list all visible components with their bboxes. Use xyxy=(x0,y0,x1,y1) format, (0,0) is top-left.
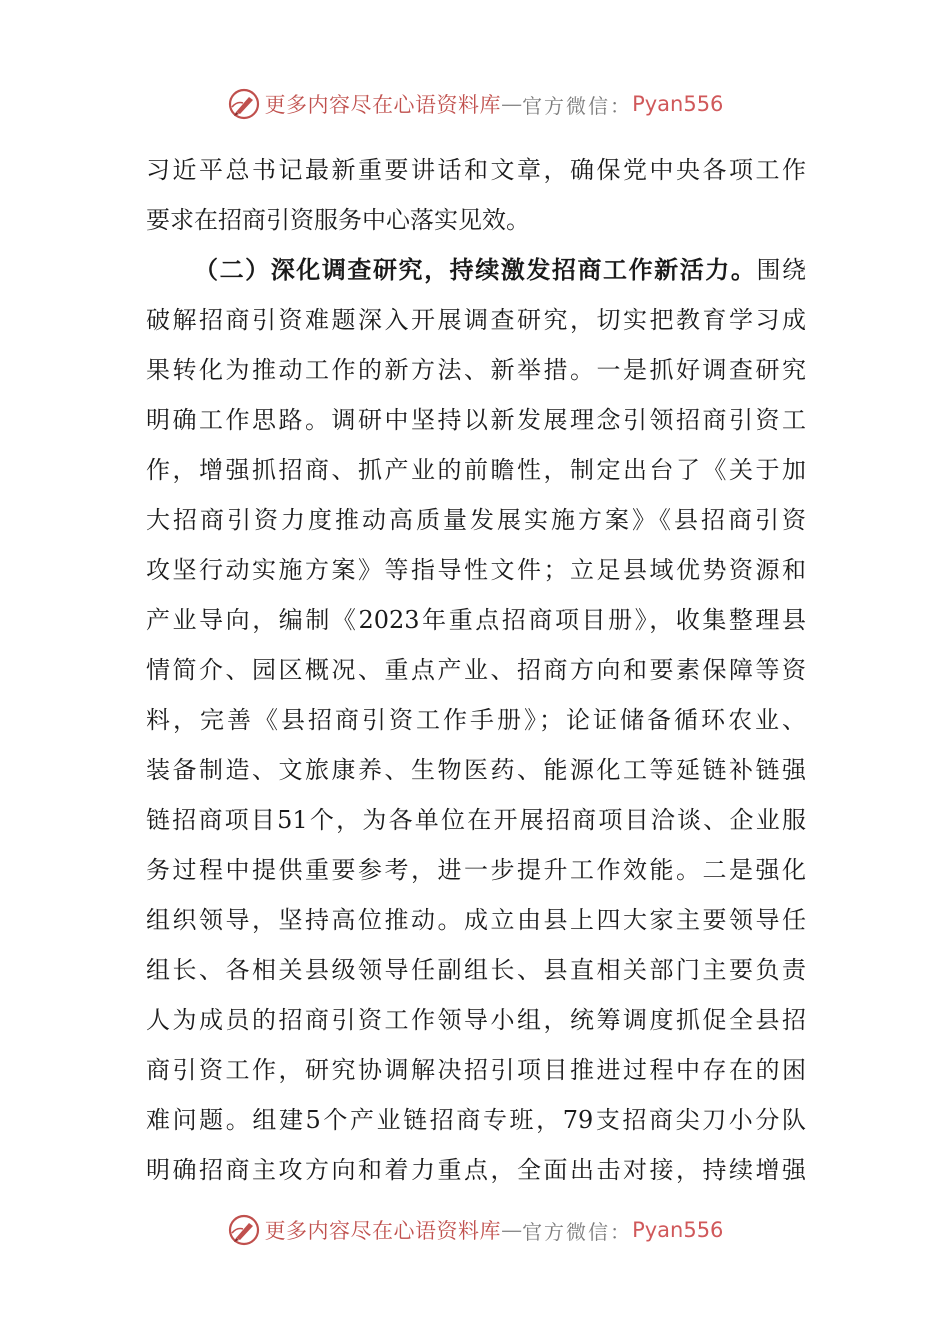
body-text xyxy=(146,145,806,1195)
text-line: 明确招商主攻方向和着力重点，全面出击对接，持续增强 xyxy=(146,1156,806,1184)
text-line: 链招商项目51个，为各单位在开展招商项目洽谈、企业服 xyxy=(146,806,806,834)
text-line: 料，完善《县招商引资工作手册》；论证储备循环农业、 xyxy=(146,706,806,734)
text-line: 明确工作思路。调研中坚持以新发展理念引领招商引资工 xyxy=(146,406,806,434)
text-line: 作，增强抓招商、抓产业的前瞻性，制定出台了《关于加 xyxy=(146,456,806,484)
text-line: 商引资工作，研究协调解决招引项目推进过程中存在的困 xyxy=(146,1056,806,1084)
text-line: 组长、各相关县级领导任副组长、县直相关部门主要负责 xyxy=(146,956,806,984)
pen-logo-icon xyxy=(227,1213,261,1247)
text-line: 组织领导，坚持高位推动。成立由县上四大家主要领导任 xyxy=(146,906,806,934)
text-line: 习近平总书记最新重要讲话和文章，确保党中央各项工作 xyxy=(146,156,806,184)
text-line: 情简介、园区概况、重点产业、招商方向和要素保障等资 xyxy=(146,656,806,684)
text-line: 务过程中提供重要参考，进一步提升工作效能。二是强化 xyxy=(146,856,806,884)
banner-title: 更多内容尽在心语资料库 xyxy=(264,93,502,117)
banner-wechat-label: 官方微信： xyxy=(522,93,633,118)
section-heading: （二）深化调查研究，持续激发招商工作新活力。 xyxy=(194,255,757,284)
text-line: 要求在招商引资服务中心落实见效。 xyxy=(146,206,530,234)
banner-wechat-label: 官方微信： xyxy=(522,1219,633,1244)
banner-wechat-id: Pyan556 xyxy=(632,92,724,116)
text-line: 果转化为推动工作的新方法、新举措。一是抓好调查研究 xyxy=(146,356,806,384)
heading-tail: 围绕 xyxy=(756,256,807,284)
banner-separator: — xyxy=(501,1218,523,1242)
text-line: 大招商引资力度推动高质量发展实施方案》《县招商引资 xyxy=(146,506,806,534)
banner-wechat-id: Pyan556 xyxy=(632,1218,724,1242)
text-line: 破解招商引资难题深入开展调查研究，切实把教育学习成 xyxy=(146,306,806,334)
text-line: 攻坚行动实施方案》等指导性文件；立足县域优势资源和 xyxy=(146,556,806,584)
header-banner xyxy=(0,84,950,124)
text-line: 人为成员的招商引资工作领导小组，统筹调度抓促全县招 xyxy=(146,1006,806,1034)
text-line: 装备制造、文旅康养、生物医药、能源化工等延链补链强 xyxy=(146,756,806,784)
text-line: 难问题。组建5个产业链招商专班，79支招商尖刀小分队 xyxy=(146,1106,806,1134)
banner-title: 更多内容尽在心语资料库 xyxy=(264,1219,502,1243)
section-heading-line xyxy=(146,245,806,295)
pen-logo-icon xyxy=(227,87,261,121)
text-line: 产业导向，编制《2023年重点招商项目册》，收集整理县 xyxy=(146,606,806,634)
footer-banner xyxy=(0,1210,950,1250)
banner-separator: — xyxy=(501,92,523,116)
